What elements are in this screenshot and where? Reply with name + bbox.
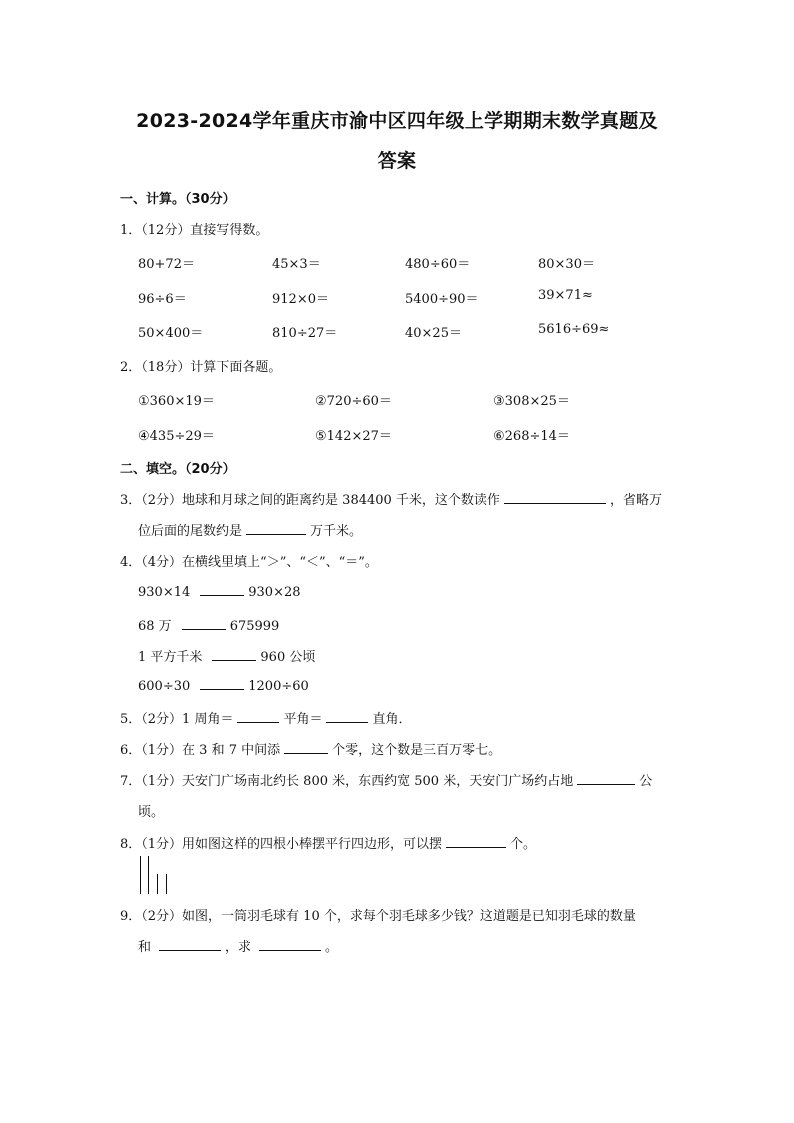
q3-text: 万千米。 xyxy=(310,524,363,539)
question-3-line2 xyxy=(138,520,362,539)
q5-text: 直角． xyxy=(372,712,412,727)
long-stick xyxy=(148,856,149,894)
answer-blank[interactable] xyxy=(200,583,244,596)
q4-right: 960 公顷 xyxy=(260,650,316,665)
question-7-line1 xyxy=(120,770,652,789)
question-9-line1: 9．（2分）如图，一筒羽毛球有 10 个，求每个羽毛球多少钱？这道题是已知羽毛球的数量 xyxy=(120,909,636,924)
q9-text: 和 xyxy=(138,940,152,955)
answer-blank[interactable] xyxy=(246,522,306,535)
q2-item: ②720÷60＝ xyxy=(315,394,392,409)
q4-left: 600÷30 xyxy=(138,679,191,694)
q1-item: 80×30＝ xyxy=(538,257,595,272)
q8-text: 个。 xyxy=(510,837,537,852)
answer-blank[interactable] xyxy=(200,677,244,690)
q6-text: 个零，这个数是三百万零七。 xyxy=(332,743,502,758)
answer-blank[interactable] xyxy=(446,835,506,848)
q2-item: ⑥268÷14＝ xyxy=(493,429,570,444)
answer-blank[interactable] xyxy=(182,617,226,630)
answer-blank[interactable] xyxy=(577,772,635,785)
long-stick xyxy=(140,856,141,894)
q7-text: 公 xyxy=(639,774,653,789)
q1-item: 96÷6＝ xyxy=(138,292,187,307)
q1-item: 45×3＝ xyxy=(272,257,321,272)
q9-text: ，求 xyxy=(225,940,252,955)
q7-text: 7．（1分）天安门广场南北约长 800 米，东西约宽 500 米，天安门广场约占地 xyxy=(120,774,574,789)
q2-item: ③308×25＝ xyxy=(493,394,570,409)
q4-left: 68 万 xyxy=(138,619,172,634)
answer-blank[interactable] xyxy=(326,710,368,723)
q1-item: 5616÷69≈ xyxy=(538,322,610,337)
q4-compare-row xyxy=(138,615,279,634)
q1-item: 480÷60＝ xyxy=(405,257,471,272)
question-3-line1 xyxy=(120,489,662,508)
question-1-label: 1．（12分）直接写得数。 xyxy=(120,223,269,238)
question-9-line2 xyxy=(138,936,338,955)
q4-left: 1 平方千米 xyxy=(138,650,203,665)
answer-blank[interactable] xyxy=(237,710,279,723)
answer-blank[interactable] xyxy=(284,741,328,754)
q5-text: 5．（2分）1 周角＝ xyxy=(120,712,234,727)
q3-text: 3．（2分）地球和月球之间的距离约是 384400 千米，这个数读作 xyxy=(120,493,500,508)
q2-item: ⑤142×27＝ xyxy=(315,429,392,444)
question-4-label: 4．（4分）在横线里填上“＞”、“＜”、“＝”。 xyxy=(120,555,378,570)
q1-item: 5400÷90＝ xyxy=(405,292,479,307)
question-7-line2: 顷。 xyxy=(138,805,165,820)
q6-text: 6．（1分）在 3 和 7 中间添 xyxy=(120,743,281,758)
section-heading-calculation: 一、计算。（30分） xyxy=(120,192,236,207)
q4-right: 1200÷60 xyxy=(248,679,309,694)
q4-right: 930×28 xyxy=(248,585,301,600)
answer-blank[interactable] xyxy=(212,648,256,661)
answer-blank[interactable] xyxy=(159,938,221,951)
q1-item: 810÷27＝ xyxy=(272,326,338,341)
q2-item: ①360×19＝ xyxy=(138,394,215,409)
answer-blank[interactable] xyxy=(504,491,606,504)
page-title-line1: 2023-2024学年重庆市渝中区四年级上学期期末数学真题及 xyxy=(136,110,658,132)
answer-blank[interactable] xyxy=(259,938,321,951)
q1-item: 40×25＝ xyxy=(405,326,462,341)
short-stick xyxy=(166,874,167,894)
q1-item: 50×400＝ xyxy=(138,326,204,341)
q1-item: 39×71≈ xyxy=(538,288,593,303)
question-8 xyxy=(120,833,536,852)
q4-compare-row xyxy=(138,677,309,694)
question-6 xyxy=(120,739,501,758)
short-stick xyxy=(157,874,158,894)
question-5 xyxy=(120,708,411,727)
page-title-line2: 答案 xyxy=(377,150,417,172)
q1-item: 912×0＝ xyxy=(272,292,329,307)
q2-item: ④435÷29＝ xyxy=(138,429,215,444)
q3-text: ，省略万 xyxy=(609,493,662,508)
q4-compare-row xyxy=(138,646,315,665)
q8-text: 8．（1分）用如图这样的四根小棒摆平行四边形，可以摆 xyxy=(120,837,443,852)
question-2-label: 2．（18分）计算下面各题。 xyxy=(120,360,282,375)
section-heading-fill-blank: 二、填空。（20分） xyxy=(120,462,236,477)
q4-right: 675999 xyxy=(229,619,280,634)
q4-compare-row xyxy=(138,583,301,600)
q3-text: 位后面的尾数约是 xyxy=(138,524,243,539)
q4-left: 930×14 xyxy=(138,585,191,600)
q5-text: 平角＝ xyxy=(283,712,323,727)
q1-item: 80+72＝ xyxy=(138,257,195,272)
q9-text: 。 xyxy=(325,940,339,955)
